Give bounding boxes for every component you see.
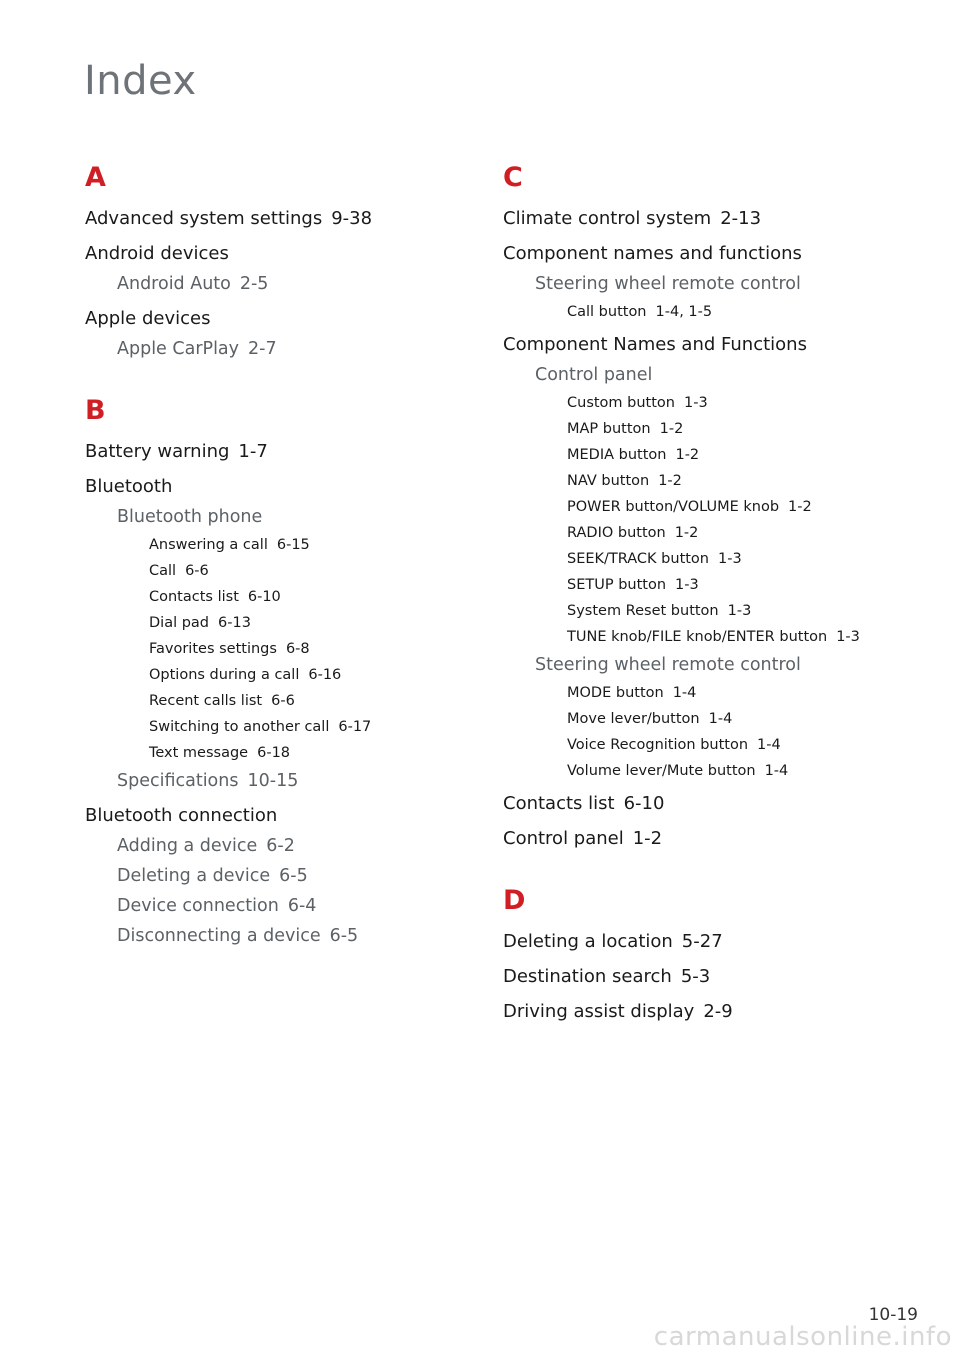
index-subsubentry: Recent calls list 6-6 xyxy=(149,693,295,709)
index-subsubentry: Call 6-6 xyxy=(149,563,209,579)
watermark: carmanualsonline.info xyxy=(653,1322,952,1352)
index-subentry: Apple CarPlay 2-7 xyxy=(117,339,277,359)
section-letter: A xyxy=(85,162,106,193)
index-subsubentry: MODE button 1-4 xyxy=(567,685,697,701)
index-column-right xyxy=(503,160,923,1024)
section-letter: B xyxy=(85,395,106,426)
index-subsubentry: Favorites settings 6-8 xyxy=(149,641,310,657)
index-section-c xyxy=(503,160,923,851)
index-subsubentry: Switching to another call 6-17 xyxy=(149,719,372,735)
index-subsubentry: Options during a call 6-16 xyxy=(149,667,342,683)
index-subsubentry: Voice Recognition button 1-4 xyxy=(567,737,781,753)
index-subsubentry: NAV button 1-2 xyxy=(567,473,682,489)
index-subsubentry: MEDIA button 1-2 xyxy=(567,447,700,463)
index-subsubentry: Move lever/button 1-4 xyxy=(567,711,733,727)
index-entry: Apple devices xyxy=(85,308,211,329)
index-entry: Android devices xyxy=(85,243,229,264)
index-subsubentry: Call button 1-4, 1-5 xyxy=(567,304,713,320)
index-subsubentry: Custom button 1-3 xyxy=(567,395,708,411)
index-entry: Battery warning 1-7 xyxy=(85,441,268,462)
index-subsubentry: MAP button 1-2 xyxy=(567,421,684,437)
index-entry: Control panel 1-2 xyxy=(503,828,663,849)
page-title: Index xyxy=(84,58,197,104)
index-entry: Advanced system settings 9-38 xyxy=(85,208,373,229)
index-entry: Deleting a location 5-27 xyxy=(503,931,723,952)
index-subentry: Steering wheel remote control xyxy=(535,655,801,675)
index-entry: Bluetooth connection xyxy=(85,805,278,826)
index-column-left xyxy=(85,160,505,948)
index-subentry: Specifications 10-15 xyxy=(117,771,299,791)
index-entry: Destination search 5-3 xyxy=(503,966,711,987)
index-entry: Climate control system 2-13 xyxy=(503,208,762,229)
index-subentry: Bluetooth phone xyxy=(117,507,263,527)
section-letter: C xyxy=(503,162,523,193)
index-subentry: Deleting a device 6-5 xyxy=(117,866,308,886)
index-entry: Bluetooth xyxy=(85,476,173,497)
index-subentry: Disconnecting a device 6-5 xyxy=(117,926,359,946)
index-section-d xyxy=(503,883,923,1024)
index-subsubentry: RADIO button 1-2 xyxy=(567,525,699,541)
index-subsubentry: Text message 6-18 xyxy=(149,745,291,761)
index-subsubentry: Answering a call 6-15 xyxy=(149,537,310,553)
index-subentry: Adding a device 6-2 xyxy=(117,836,295,856)
page-number: 10-19 xyxy=(868,1305,918,1325)
index-subsubentry: Dial pad 6-13 xyxy=(149,615,251,631)
index-entry: Driving assist display 2-9 xyxy=(503,1001,733,1022)
index-entry: Component names and functions xyxy=(503,243,802,264)
index-subsubentry: System Reset button 1-3 xyxy=(567,603,752,619)
section-letter: D xyxy=(503,885,526,916)
index-subsubentry: Volume lever/Mute button 1-4 xyxy=(567,763,789,779)
index-entry: Contacts list 6-10 xyxy=(503,793,665,814)
index-subentry: Control panel xyxy=(535,365,653,385)
index-subentry: Device connection 6-4 xyxy=(117,896,317,916)
index-subsubentry: SEEK/TRACK button 1-3 xyxy=(567,551,742,567)
index-subentry: Android Auto 2-5 xyxy=(117,274,269,294)
index-subsubentry: POWER button/VOLUME knob 1-2 xyxy=(567,499,812,515)
index-section-a xyxy=(85,160,505,361)
index-subentry: Steering wheel remote control xyxy=(535,274,801,294)
index-subsubentry: SETUP button 1-3 xyxy=(567,577,699,593)
index-entry: Component Names and Functions xyxy=(503,334,807,355)
index-section-b xyxy=(85,393,505,948)
index-subsubentry: TUNE knob/FILE knob/ENTER button 1-3 xyxy=(567,629,860,645)
index-subsubentry: Contacts list 6-10 xyxy=(149,589,281,605)
